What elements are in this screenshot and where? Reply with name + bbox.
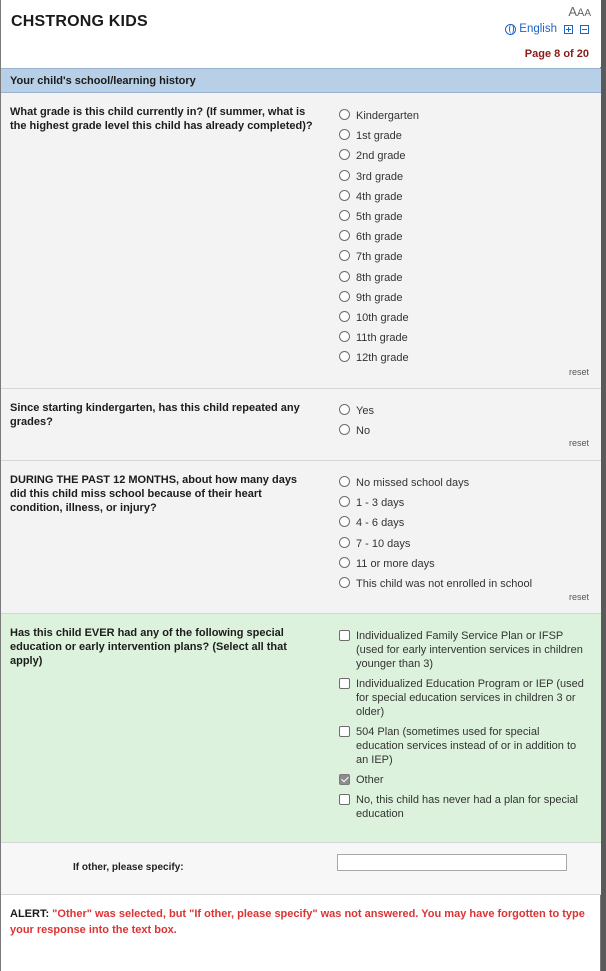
radio-option[interactable]: 12th grade — [339, 351, 588, 365]
radio-option[interactable]: 4th grade — [339, 190, 588, 204]
radio-option[interactable]: No — [339, 424, 588, 438]
other-specify-input[interactable] — [337, 854, 567, 871]
radio-button[interactable] — [339, 109, 350, 120]
question-text: Has this child EVER had any of the following special education or early intervention plans? (Select all that apply) — [10, 627, 287, 667]
radio-option[interactable]: Kindergarten — [339, 109, 588, 123]
alert-message: "Other" was selected, but "If other, please specify" was not answered. You may have forgotten to type your response into the text box. — [10, 908, 585, 936]
other-specify-row — [1, 843, 601, 895]
checkbox[interactable] — [339, 726, 350, 737]
question-text: What grade is this child currently in? (If summer, what is the highest grade level this child has already completed)? — [10, 106, 313, 132]
radio-option[interactable]: 5th grade — [339, 210, 588, 224]
checkbox-option-other[interactable]: Other — [339, 773, 588, 787]
other-specify-label: If other, please specify: — [73, 862, 184, 873]
page-indicator: Page 8 of 20 — [524, 48, 589, 60]
question-repeated-grades — [1, 389, 601, 461]
radio-button[interactable] — [339, 311, 350, 322]
radio-option[interactable]: Yes — [339, 404, 588, 418]
section-title: Your child's school/learning history — [10, 75, 196, 87]
radio-button[interactable] — [339, 149, 350, 160]
checkbox-option[interactable]: Individualized Education Program or IEP (used for special education services in children 3 or older) — [339, 677, 588, 719]
radio-button[interactable] — [339, 190, 350, 201]
radio-button[interactable] — [339, 516, 350, 527]
reset-link[interactable]: reset — [568, 438, 589, 448]
checkbox-checked[interactable] — [339, 774, 350, 785]
radio-button[interactable] — [339, 537, 350, 548]
section-header — [1, 68, 601, 93]
language-selector[interactable] — [505, 23, 589, 35]
checkbox-option[interactable]: No, this child has never had a plan for special education — [339, 793, 588, 821]
radio-option[interactable]: No missed school days — [339, 476, 588, 490]
checkbox[interactable] — [339, 678, 350, 689]
radio-option[interactable]: 11 or more days — [339, 557, 588, 571]
expand-icon[interactable] — [564, 25, 573, 34]
radio-button[interactable] — [339, 577, 350, 588]
special-education-options — [339, 629, 588, 821]
radio-button[interactable] — [339, 250, 350, 261]
checkbox-option[interactable]: 504 Plan (sometimes used for special education services instead of or in addition to an IEP) — [339, 725, 588, 767]
survey-title: CHSTRONG KIDS — [11, 13, 148, 30]
checkbox[interactable] — [339, 794, 350, 805]
font-medium-button[interactable]: A — [576, 7, 585, 19]
reset-link[interactable]: reset — [568, 592, 589, 602]
radio-option[interactable]: 9th grade — [339, 291, 588, 305]
missed-days-options — [339, 476, 588, 591]
alert-prefix: ALERT: — [10, 908, 50, 920]
language-label[interactable]: English — [519, 23, 557, 35]
radio-button[interactable] — [339, 496, 350, 507]
radio-option[interactable]: 8th grade — [339, 271, 588, 285]
radio-option[interactable]: 4 - 6 days — [339, 516, 588, 530]
question-text: DURING THE PAST 12 MONTHS, about how many days did this child miss school because of their heart condition, illness, or injury? — [10, 474, 298, 514]
question-special-education — [1, 614, 601, 843]
globe-icon — [505, 24, 516, 35]
radio-option[interactable]: 11th grade — [339, 331, 588, 345]
grade-options — [339, 109, 588, 365]
radio-button[interactable] — [339, 404, 350, 415]
survey-header — [1, 0, 601, 67]
radio-button[interactable] — [339, 476, 350, 487]
window-edge — [601, 0, 606, 971]
radio-button[interactable] — [339, 230, 350, 241]
radio-button[interactable] — [339, 170, 350, 181]
radio-button[interactable] — [339, 557, 350, 568]
radio-option[interactable]: 10th grade — [339, 311, 588, 325]
font-large-button[interactable]: A — [568, 4, 577, 19]
radio-button[interactable] — [339, 129, 350, 140]
validation-alert — [10, 906, 595, 938]
collapse-icon[interactable] — [580, 25, 589, 34]
radio-button[interactable] — [339, 271, 350, 282]
radio-option[interactable]: This child was not enrolled in school — [339, 577, 588, 591]
question-text: Since starting kindergarten, has this child repeated any grades? — [10, 402, 300, 428]
radio-option[interactable]: 1 - 3 days — [339, 496, 588, 510]
checkbox-option[interactable]: Individualized Family Service Plan or IFSP (used for early intervention services in children younger than 3) — [339, 629, 588, 671]
radio-button[interactable] — [339, 424, 350, 435]
radio-button[interactable] — [339, 351, 350, 362]
repeated-options — [339, 404, 588, 438]
radio-option[interactable]: 7 - 10 days — [339, 537, 588, 551]
font-small-button[interactable]: A — [584, 8, 591, 19]
radio-option[interactable]: 6th grade — [339, 230, 588, 244]
radio-option[interactable]: 1st grade — [339, 129, 588, 143]
question-missed-days — [1, 461, 601, 614]
font-size-controls — [568, 4, 591, 19]
radio-option[interactable]: 2nd grade — [339, 149, 588, 163]
reset-link[interactable]: reset — [568, 367, 589, 377]
checkbox[interactable] — [339, 630, 350, 641]
radio-button[interactable] — [339, 210, 350, 221]
radio-option[interactable]: 7th grade — [339, 250, 588, 264]
radio-button[interactable] — [339, 331, 350, 342]
question-grade — [1, 93, 601, 389]
radio-button[interactable] — [339, 291, 350, 302]
radio-option[interactable]: 3rd grade — [339, 170, 588, 184]
